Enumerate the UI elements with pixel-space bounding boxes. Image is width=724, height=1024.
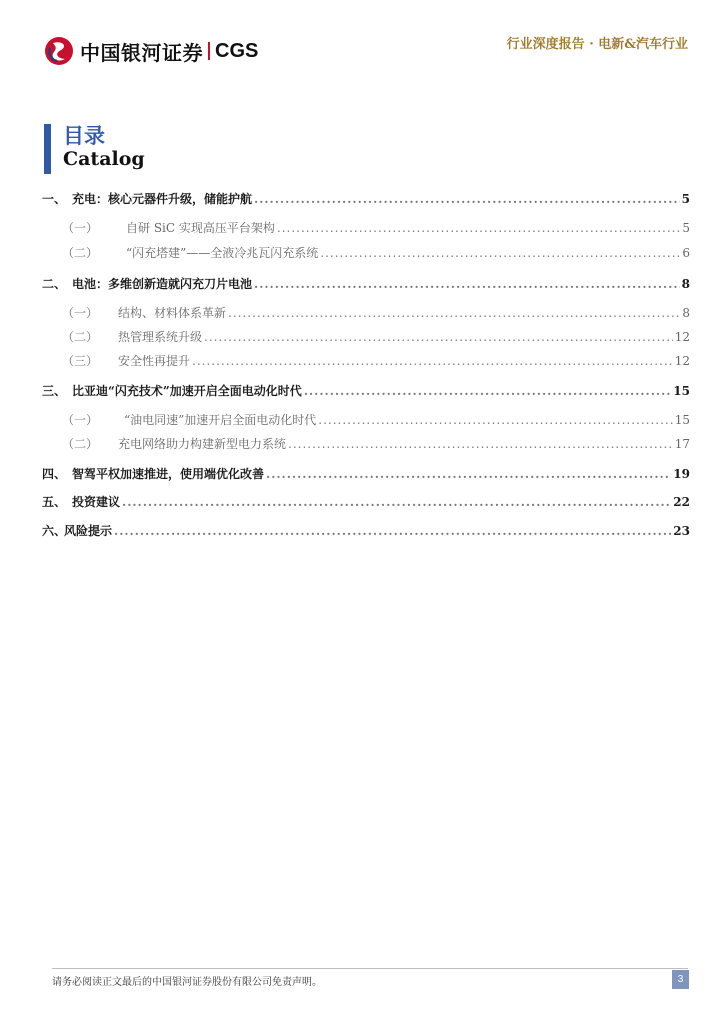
toc-title: 热管理系统升级	[118, 330, 203, 344]
toc-leader	[114, 524, 671, 538]
toc-entry[interactable]	[42, 275, 690, 292]
toc-page: 17	[674, 437, 690, 451]
toc-number: （一）	[62, 221, 99, 235]
toc-number: （三）	[62, 354, 99, 368]
toc-entry[interactable]	[42, 465, 690, 482]
toc-page: 19	[673, 467, 690, 481]
toc-leader	[228, 306, 680, 320]
toc-entry[interactable]	[42, 219, 690, 236]
toc-page: 12	[674, 330, 690, 344]
toc-number: （一）	[62, 413, 99, 427]
toc-page: 23	[673, 524, 690, 538]
logo-en-text: CGS	[215, 39, 259, 62]
toc-entry[interactable]	[42, 411, 690, 428]
toc-number: 二、	[42, 277, 67, 291]
report-category-label: 行业深度报告 · 电新&汽车行业	[506, 37, 688, 52]
toc-page: 8	[682, 306, 690, 320]
logo-divider	[208, 42, 210, 60]
toc-entry[interactable]	[42, 435, 690, 452]
toc-entry[interactable]	[42, 382, 690, 399]
toc-leader	[318, 413, 672, 427]
toc-page: 6	[682, 246, 690, 260]
toc-leader	[192, 354, 673, 368]
toc-title: “闪充塔建”——全液冷兆瓦闪充系统	[126, 246, 319, 260]
company-logo	[44, 36, 258, 66]
toc-entry[interactable]	[42, 352, 690, 369]
toc-number: 五、	[42, 495, 67, 509]
toc-title: 投资建议	[72, 495, 121, 509]
toc-leader	[304, 384, 671, 398]
catalog-title-en: Catalog	[63, 148, 145, 170]
toc-leader	[288, 437, 673, 451]
page-header	[0, 0, 724, 80]
toc-number: （二）	[62, 330, 99, 344]
toc-title: 充电网络助力构建新型电力系统	[118, 437, 287, 451]
toc-entry[interactable]	[42, 190, 690, 207]
toc-title: 智驾平权加速推进，使用端优化改善	[72, 467, 265, 481]
toc-page: 15	[673, 384, 690, 398]
catalog-title-cn: 目录	[63, 123, 105, 148]
toc-page: 5	[682, 221, 690, 235]
toc-number: 六、	[42, 524, 67, 538]
toc-title: 电池：多维创新造就闪充刀片电池	[72, 277, 253, 291]
toc-number: （二）	[62, 437, 99, 451]
toc-title: 比亚迪“闪充技术”加速开启全面电动化时代	[72, 384, 302, 398]
toc-entry[interactable]	[42, 304, 690, 321]
footer-divider	[52, 968, 688, 969]
toc-title: 风险提示	[64, 524, 113, 538]
toc-leader	[204, 330, 673, 344]
toc-leader	[122, 495, 671, 509]
toc-page: 5	[681, 192, 690, 206]
toc-leader	[254, 192, 680, 206]
toc-number: 四、	[42, 467, 67, 481]
logo-cn-text: 中国银河证券	[80, 40, 203, 65]
toc-leader	[266, 467, 671, 481]
toc-title: 充电：核心元器件升级，储能护航	[72, 192, 253, 206]
cgs-logo-icon	[44, 36, 74, 66]
toc-entry[interactable]	[42, 522, 690, 539]
toc-number: 一、	[42, 192, 67, 206]
toc-title: 安全性再提升	[118, 354, 191, 368]
toc-entry[interactable]	[42, 328, 690, 345]
toc-leader	[277, 221, 680, 235]
toc-number: （二）	[62, 246, 99, 260]
toc-title: 自研 SiC 实现高压平台架构	[126, 221, 275, 235]
page-number-badge: 3	[672, 970, 689, 989]
toc-title: “油电同速”加速开启全面电动化时代	[124, 413, 317, 427]
toc-entry[interactable]	[42, 244, 690, 261]
toc-number: 三、	[42, 384, 67, 398]
toc-page: 12	[674, 354, 690, 368]
catalog-accent-bar	[44, 124, 51, 174]
toc-leader	[320, 246, 680, 260]
toc-leader	[254, 277, 680, 291]
toc-page: 8	[681, 277, 690, 291]
toc-page: 22	[673, 495, 690, 509]
toc-title: 结构、材料体系革新	[118, 306, 227, 320]
toc-number: （一）	[62, 306, 99, 320]
toc-page: 15	[674, 413, 690, 427]
toc-entry[interactable]	[42, 493, 690, 510]
footer-disclaimer: 请务必阅读正文最后的中国银河证券股份有限公司免责声明。	[52, 977, 322, 988]
